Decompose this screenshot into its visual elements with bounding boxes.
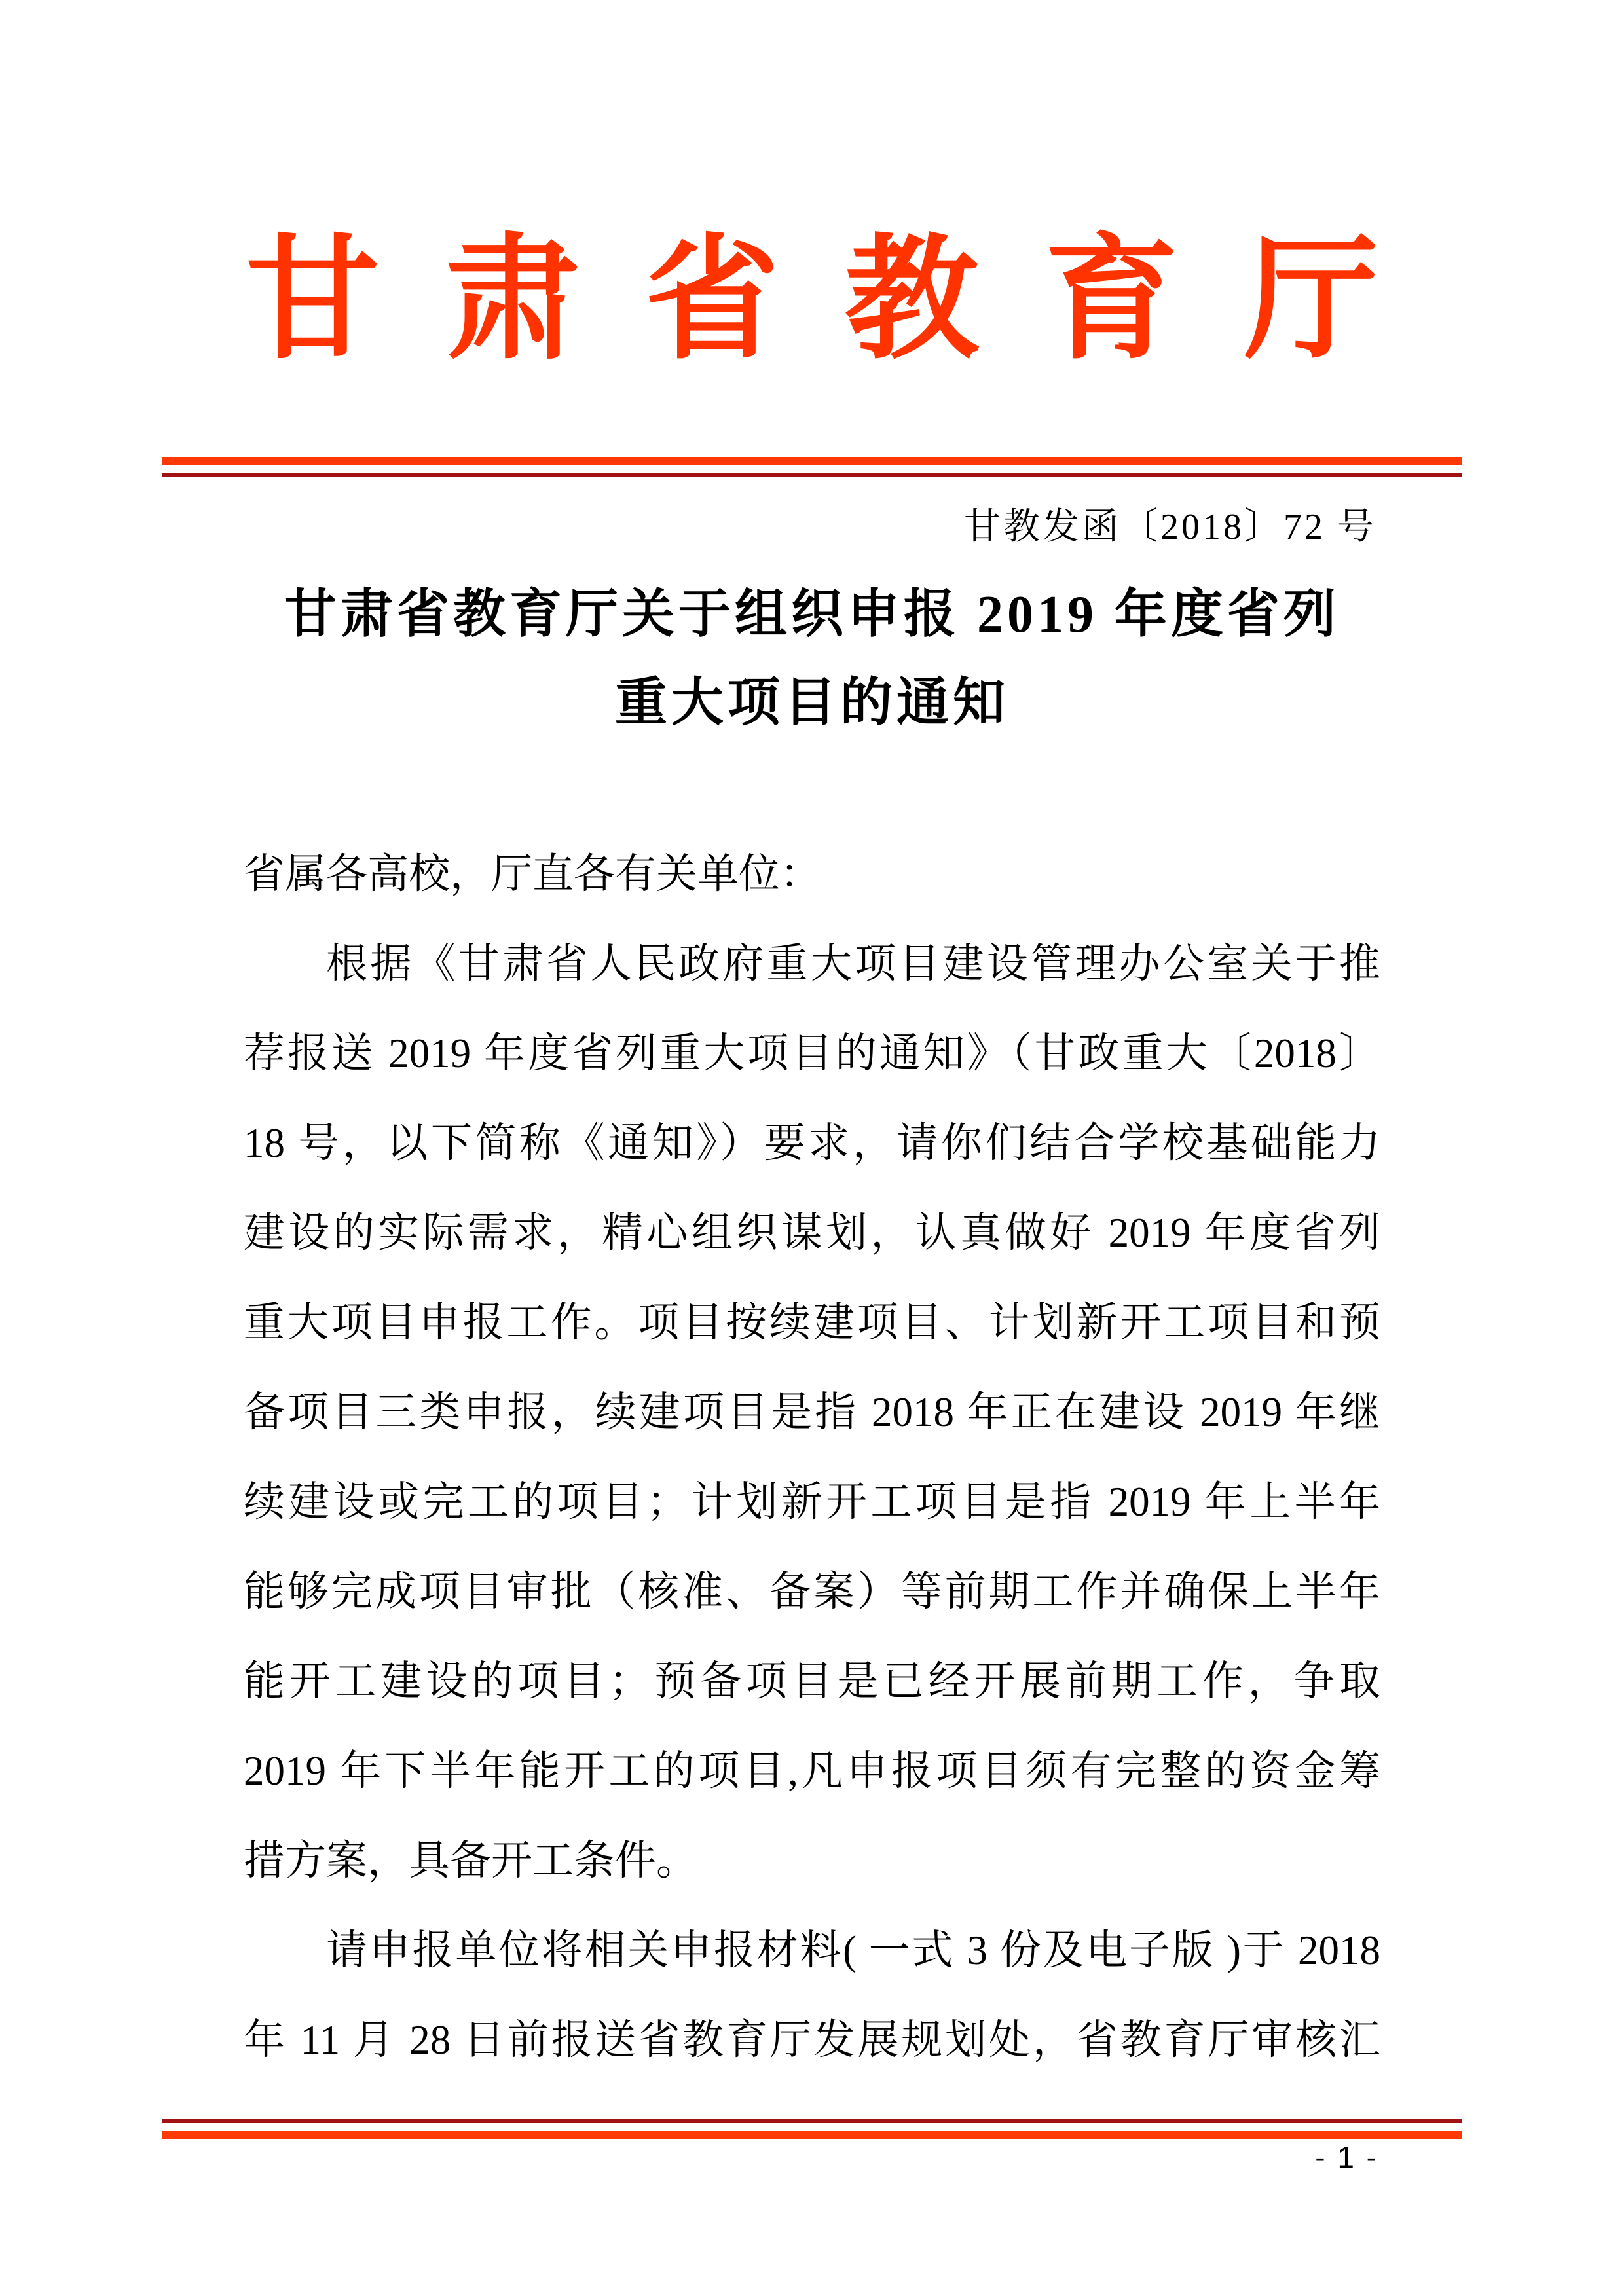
document-reference-number: 甘教发函〔2018〕72 号 (964, 507, 1376, 547)
body-line-salutation: 省属各高校，厅直各有关单位： (244, 851, 821, 897)
footer-separator (162, 2119, 1462, 2139)
body-line: 2019 年下半年能开工的项目,凡申报项目须有完整的资金筹 (244, 1748, 1380, 1794)
document-body (244, 829, 1380, 2085)
body-line: 能够完成项目审批（核准、备案）等前期工作并确保上半年 (244, 1569, 1380, 1614)
header-separator-thin-line (162, 473, 1462, 477)
header-separator (162, 457, 1462, 477)
body-line: 备项目三类申报，续建项目是指 2018 年正在建设 2019 年继 (244, 1389, 1380, 1435)
body-line: 建设的实际需求，精心组织谋划，认真做好 2019 年度省列 (244, 1210, 1380, 1256)
footer-separator-thick-line (162, 2131, 1462, 2139)
header-separator-thick-line (162, 457, 1462, 465)
body-line: 能开工建设的项目；预备项目是已经开展前期工作，争取 (244, 1658, 1380, 1704)
page-number: - 1 - (1315, 2140, 1378, 2174)
document-title (0, 571, 1624, 748)
body-line: 18 号，以下简称《通知》）要求，请你们结合学校基础能力 (244, 1120, 1380, 1166)
body-line: 荐报送 2019 年度省列重大项目的通知》（甘政重大〔2018〕 (244, 1030, 1380, 1076)
footer-separator-thin-line (162, 2119, 1462, 2123)
body-line: 请申报单位将相关申报材料( 一式 3 份及电子版 )于 2018 (326, 1927, 1380, 1973)
body-line: 措方案，具备开工条件。 (244, 1838, 697, 1884)
body-line: 续建设或完工的项目；计划新开工项目是指 2019 年上半年 (244, 1479, 1380, 1525)
body-line: 年 11 月 28 日前报送省教育厅发展规划处，省教育厅审核汇 (244, 2017, 1380, 2063)
agency-masthead-title: 甘肃省教育厅 (246, 227, 1444, 375)
body-line: 重大项目申报工作。项目按续建项目、计划新开工项目和预 (244, 1300, 1380, 1345)
document-title-line2: 重大项目的通知 (615, 674, 1009, 732)
body-line: 根据《甘肃省人民政府重大项目建设管理办公室关于推 (326, 941, 1380, 987)
document-title-line1: 甘肃省教育厅关于组织申报 2019 年度省列 (284, 586, 1340, 644)
